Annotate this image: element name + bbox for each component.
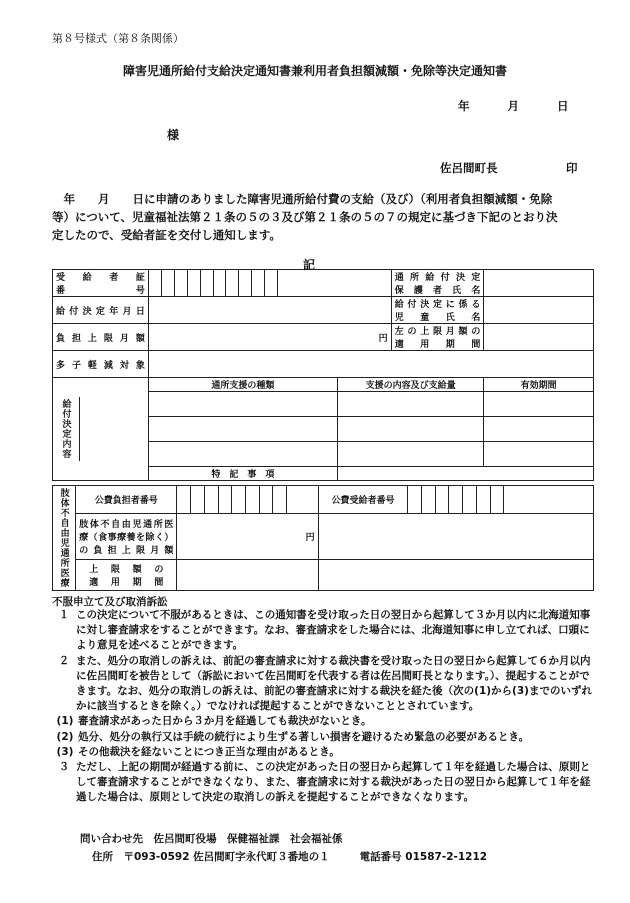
payer-number-label: 公費負担者番号 <box>76 486 177 514</box>
ki-heading: 記 <box>303 258 316 272</box>
support-amount-cell <box>337 417 483 442</box>
monthly-limit-label: 負担上限月額 <box>53 324 149 351</box>
remarks-label: 特 記 事 項 <box>148 467 337 481</box>
note-number: (1) <box>56 715 74 728</box>
remarks-value <box>337 467 593 481</box>
form-number: 第８号様式（第８条関係） <box>52 32 184 45</box>
medical-table <box>52 485 594 591</box>
objection-heading: 不服申立て及び取消訴訟 <box>52 596 168 608</box>
content-label-cell <box>53 378 149 481</box>
support-amount-cell <box>337 442 483 467</box>
col-header-valid: 有効期間 <box>484 378 594 392</box>
medical-period-value <box>177 559 318 590</box>
digit-box <box>174 270 187 297</box>
digit-box <box>191 486 205 514</box>
valid-period-cell <box>484 442 594 467</box>
date-year-label: 年 <box>458 99 470 113</box>
digit-box <box>161 270 174 297</box>
note-number: １ <box>58 609 70 621</box>
note-number: ３ <box>58 761 70 774</box>
note-text: また、処分の取消しの訴えは、前記の審査請求に対する裁決書を受け取った日の翌日から起算して６か月以内に佐呂間町を被告として（訴訟において佐呂間町を代表する者は佐呂間町長となります。）、提起することができます。なお、処分の取消しの訴えは、前記の審査請求に対する裁決を経た後（次の(1)から(3)までのいずれかに該当するときを除く。）でなければ提起することができないこととされています。 <box>76 654 592 713</box>
intro-line: 年 月 日に申請のありました障害児通所給付費の支給（及び）（利用者負担額減額・免除 <box>52 192 553 206</box>
note-number: (3) <box>56 745 74 758</box>
date-month-label: 月 <box>507 99 519 113</box>
digit-box <box>422 486 436 514</box>
blank-cell <box>504 486 594 514</box>
contact-phone: 電話番号 01587-2-1212 <box>359 851 488 863</box>
support-type-cell <box>148 442 337 467</box>
medical-side-label: 肢体不自由児通所医療 <box>53 486 76 591</box>
digit-box <box>252 270 265 297</box>
date-day-label: 日 <box>557 99 569 113</box>
recipient-number-label: 受 給 者 証 番 号 <box>53 270 149 297</box>
digit-box <box>213 270 226 297</box>
digit-box <box>218 486 232 514</box>
note-number: ２ <box>58 654 70 667</box>
note-text: その他裁決を経ないことにつき正当な理由があるとき。 <box>78 745 340 758</box>
col-header-type: 通所支援の種類 <box>148 378 337 392</box>
digit-box <box>490 486 504 514</box>
support-amount-cell <box>337 392 483 417</box>
contact-address: 住所 〒093-0592 佐呂間町字永代町３番地の１ <box>92 851 330 863</box>
note-item <box>52 760 600 806</box>
digit-box <box>226 270 239 297</box>
digit-box <box>177 486 191 514</box>
digit-box <box>476 486 490 514</box>
yen-unit: 円 <box>305 532 315 543</box>
digit-box <box>204 486 218 514</box>
addressee-suffix: 様 <box>167 128 180 142</box>
valid-period-cell <box>484 417 594 442</box>
digit-box <box>435 486 449 514</box>
note-item <box>52 714 600 729</box>
digit-box <box>200 270 213 297</box>
support-type-cell <box>148 417 337 442</box>
contact-line: 問い合わせ先 佐呂間町役場 保健福祉課 社会福祉係 <box>80 833 343 845</box>
objection-notes <box>52 608 600 806</box>
child-name-label: 給付決定に係る 児 童 氏 名 <box>391 297 484 324</box>
guardian-name-value <box>484 270 594 297</box>
note-text: ただし、上記の期間が経過する前に、この決定があった日の翌日から起算して１年を経過した場合は、原則として審査請求することができなくなり、また、審査請求に対する裁決があった日の翌日から起算して１年を経過した場合は、原則として決定の取消しの訴えを提起することができなくなります。 <box>76 761 591 804</box>
recipient-number-label: 公費受給者番号 <box>318 486 408 514</box>
content-vertical-label: 給付決定内容 <box>53 397 80 461</box>
note-item <box>52 608 600 654</box>
support-type-cell <box>148 392 337 417</box>
issue-date <box>458 98 569 114</box>
digit-box <box>239 270 252 297</box>
limit-period-value <box>484 324 594 351</box>
document-title: 障害児通所給付支給決定通知書兼利用者負担額減額・免除等決定通知書 <box>122 64 507 78</box>
medical-limit-value <box>177 513 318 559</box>
multi-child-label: 多子軽減対象 <box>53 351 149 378</box>
intro-line: 等）について、児童福祉法第２１条の５の３及び第２１条の５の７の規定に基づき下記のとおり決 <box>52 210 558 224</box>
guardian-name-label: 通所給付決定 保護者氏名 <box>391 270 484 297</box>
blank-cell <box>318 513 593 559</box>
yen-unit: 円 <box>378 333 388 344</box>
note-text: この決定について不服があるときは、この通知書を受け取った日の翌日から起算して３か月以内に北海道知事に対し審査請求をすることができます。なお、審査請求をした場合には、北海道知事に申し立てれば、口頭により意見を述べることができます。 <box>76 609 591 652</box>
blank-cell <box>318 559 593 590</box>
medical-period-label: 上 限 額 の 適 用 期 間 <box>76 559 177 590</box>
limit-period-label: 左の上限月額の 適 用 期 間 <box>391 324 484 351</box>
valid-period-cell <box>484 392 594 417</box>
child-name-value <box>484 297 594 324</box>
digit-box <box>449 486 463 514</box>
blank-cell <box>278 270 391 297</box>
seal-mark: 印 <box>566 161 578 175</box>
digit-box <box>259 486 273 514</box>
blank-cell <box>287 486 319 514</box>
digit-box <box>232 486 246 514</box>
decision-date-label: 給付決定年月日 <box>53 297 149 324</box>
multi-child-value <box>148 351 593 378</box>
decision-table <box>52 269 594 481</box>
contact-info <box>80 830 487 866</box>
note-number: (2) <box>56 730 74 743</box>
note-text: 審査請求があった日から３か月を経過しても裁決がないとき。 <box>78 715 372 728</box>
digit-box <box>148 270 161 297</box>
decision-date-value <box>148 297 391 324</box>
note-item <box>52 745 600 760</box>
digit-box <box>187 270 200 297</box>
col-header-amount: 支援の内容及び支給量 <box>337 378 483 392</box>
digit-box <box>265 270 278 297</box>
digit-box <box>408 486 422 514</box>
monthly-limit-value <box>148 324 391 351</box>
issuer-name: 佐呂間町長 <box>440 161 498 175</box>
note-item <box>52 730 600 745</box>
digit-box <box>463 486 477 514</box>
intro-line: 定したので、受給者証を交付し通知します。 <box>52 228 281 242</box>
digit-box <box>273 486 287 514</box>
note-item <box>52 654 600 715</box>
medical-limit-label: 肢体不自由児通所医 療（食事療養を除く） の負担上限月額 <box>76 513 177 559</box>
digit-box <box>245 486 259 514</box>
intro-paragraph <box>52 190 592 244</box>
note-text: 処分、処分の執行又は手続の続行により生ずる著しい損害を避けるため緊急の必要があるとき。 <box>78 730 530 743</box>
